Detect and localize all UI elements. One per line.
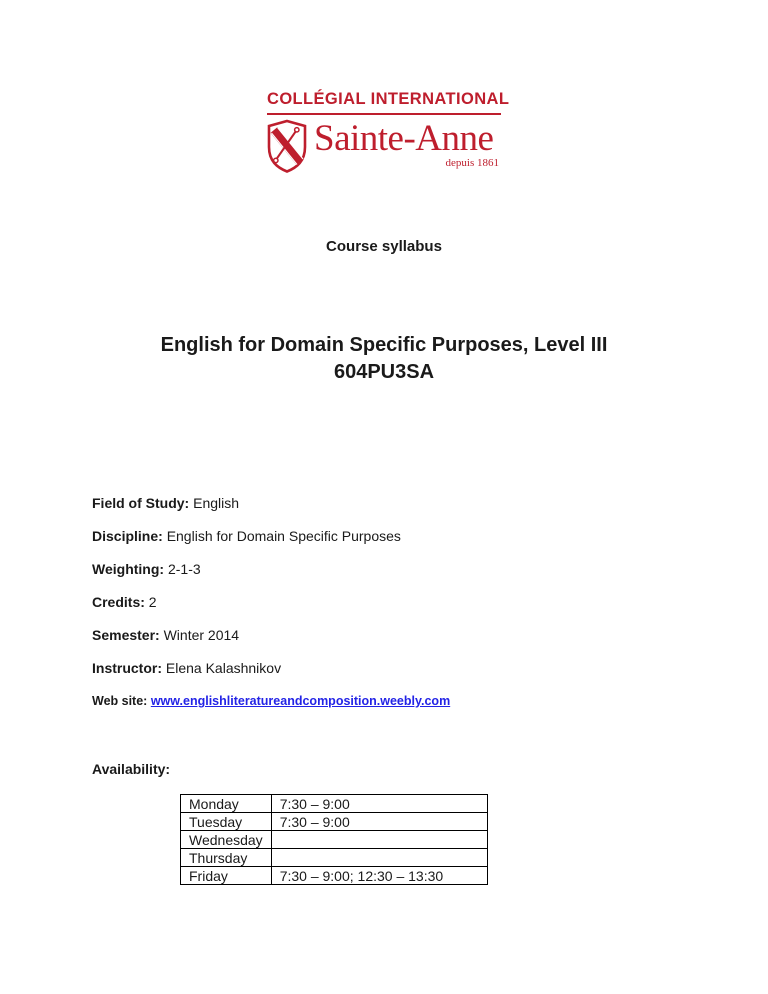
logo-name-column bbox=[314, 119, 501, 169]
field-row-semester bbox=[92, 628, 672, 643]
field-label: Field of Study: bbox=[92, 495, 190, 511]
availability-table bbox=[180, 794, 488, 885]
field-value: Elena Kalashnikov bbox=[165, 660, 282, 676]
field-row-weighting bbox=[92, 562, 672, 577]
availability-row-friday bbox=[181, 867, 488, 885]
field-row-discipline bbox=[92, 529, 672, 544]
availability-day-cell: Friday bbox=[181, 867, 272, 885]
crest-shield-icon bbox=[267, 119, 307, 173]
field-value: 2 bbox=[148, 594, 157, 610]
availability-row-tuesday bbox=[181, 813, 488, 831]
field-row-field-of-study bbox=[92, 496, 672, 511]
availability-time-cell: 7:30 – 9:00; 12:30 – 13:30 bbox=[271, 867, 487, 885]
availability-row-wednesday bbox=[181, 831, 488, 849]
field-label: Weighting: bbox=[92, 561, 165, 577]
availability-row-thursday bbox=[181, 849, 488, 867]
course-title-line1: English for Domain Specific Purposes, Level III bbox=[160, 334, 608, 356]
field-label: Web site: bbox=[92, 694, 148, 708]
availability-time-cell: 7:30 – 9:00 bbox=[271, 813, 487, 831]
school-logo bbox=[267, 90, 510, 173]
field-value: English for Domain Specific Purposes bbox=[166, 528, 401, 544]
field-label: Instructor: bbox=[92, 660, 162, 676]
website-link[interactable]: www.englishliteratureandcomposition.weebly.com bbox=[150, 694, 451, 708]
field-row-website bbox=[92, 694, 672, 709]
course-info-fields bbox=[92, 496, 672, 727]
logo-name-text: Sainte-Anne bbox=[314, 118, 494, 159]
field-value: Winter 2014 bbox=[163, 627, 240, 643]
field-label: Semester: bbox=[92, 627, 160, 643]
field-row-credits bbox=[92, 595, 672, 610]
availability-time-cell bbox=[271, 831, 487, 849]
document-subtitle: Course syllabus bbox=[326, 238, 442, 255]
logo-institution-text: COLLÉGIAL INTERNATIONAL bbox=[267, 90, 510, 108]
availability-time-cell bbox=[271, 849, 487, 867]
availability-day-cell: Thursday bbox=[181, 849, 272, 867]
logo-divider bbox=[267, 113, 501, 115]
field-value: 2-1-3 bbox=[167, 561, 201, 577]
course-title bbox=[0, 332, 768, 386]
availability-row-monday bbox=[181, 795, 488, 813]
field-row-instructor bbox=[92, 661, 672, 676]
availability-time-cell: 7:30 – 9:00 bbox=[271, 795, 487, 813]
course-code: 604PU3SA bbox=[333, 361, 435, 383]
availability-label: Availability: bbox=[92, 761, 171, 777]
field-label: Discipline: bbox=[92, 528, 163, 544]
logo-tagline-text: depuis 1861 bbox=[445, 157, 499, 169]
availability-day-cell: Monday bbox=[181, 795, 272, 813]
field-label: Credits: bbox=[92, 594, 145, 610]
field-value: English bbox=[193, 495, 240, 511]
availability-day-cell: Wednesday bbox=[181, 831, 272, 849]
logo-row bbox=[267, 119, 501, 173]
availability-day-cell: Tuesday bbox=[181, 813, 272, 831]
